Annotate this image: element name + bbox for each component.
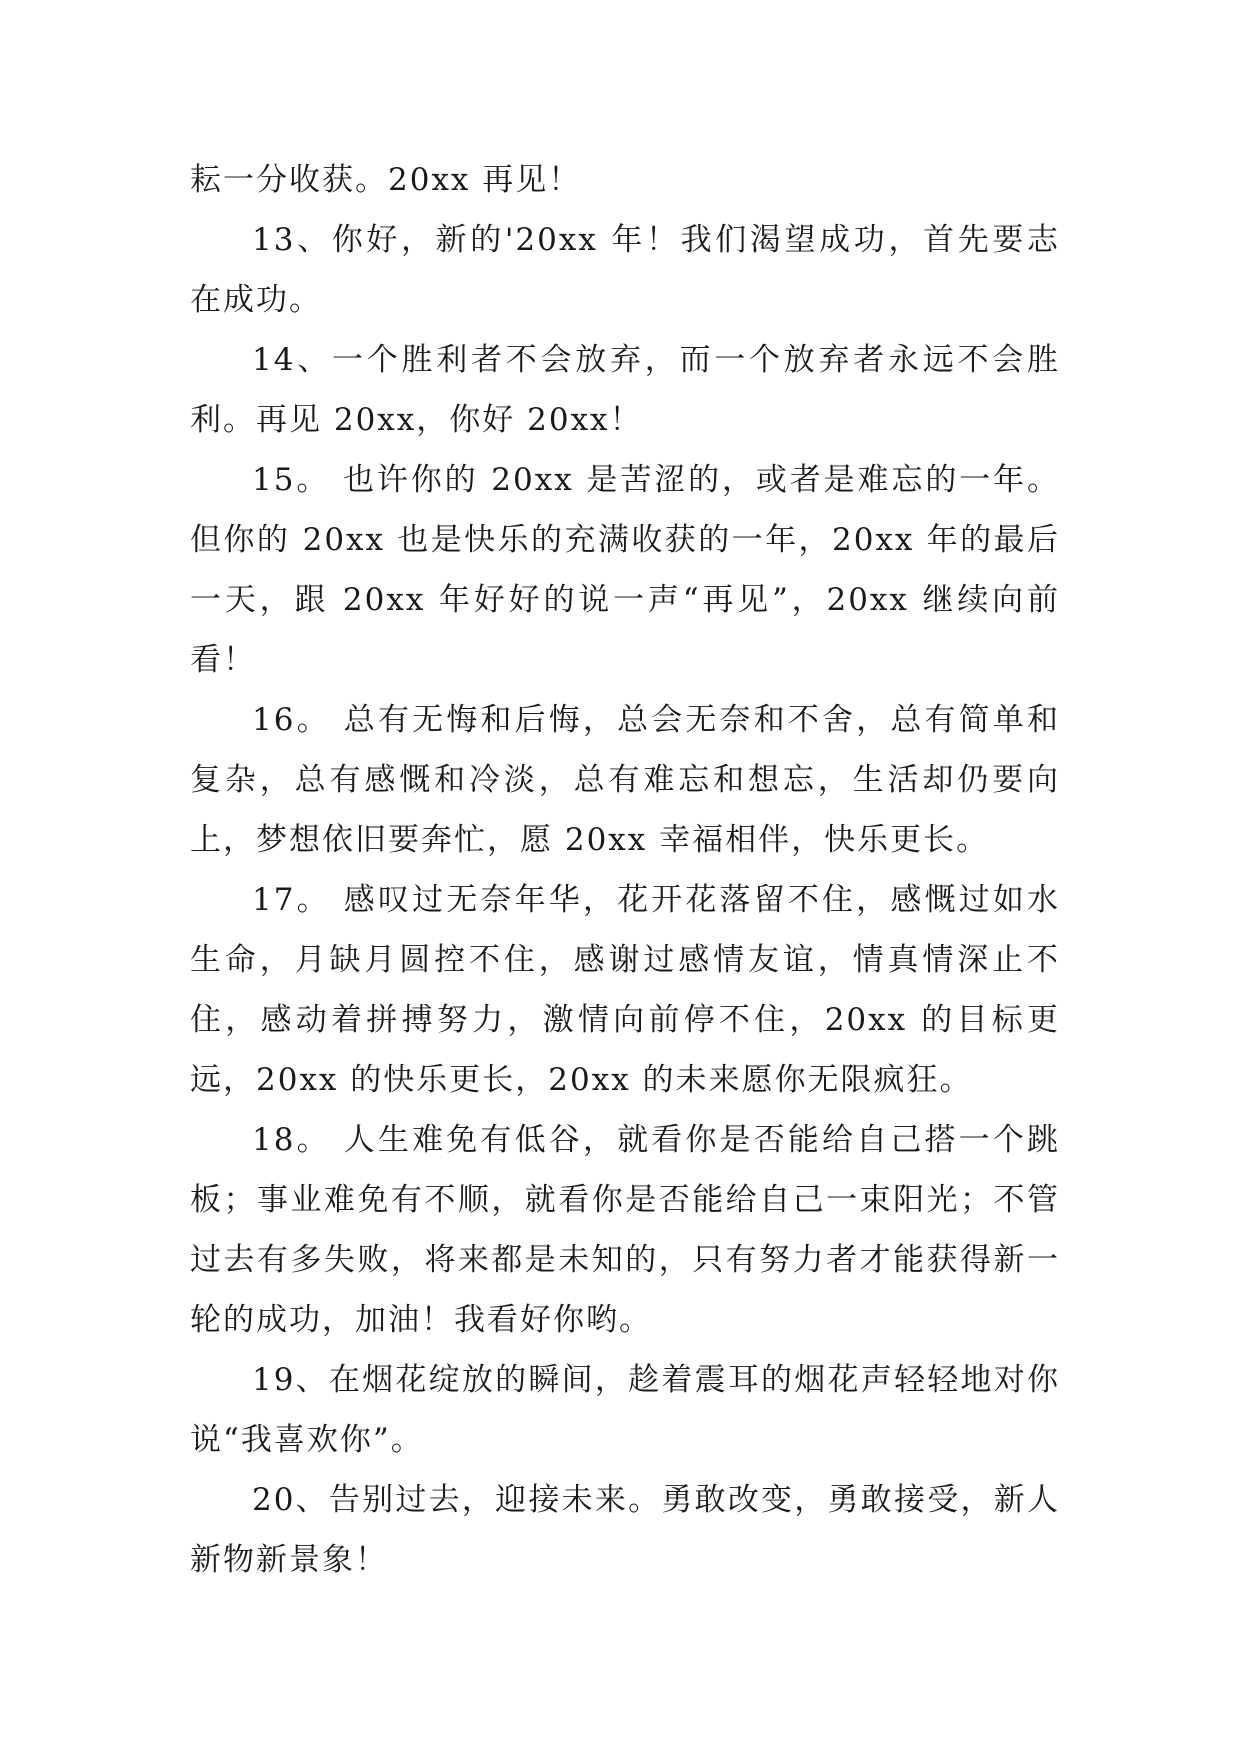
document-body xyxy=(190,150,1060,1590)
paragraph-item-14: 14、一个胜利者不会放弃，而一个放弃者永远不会胜利。再见 20xx，你好 20xx！ xyxy=(190,342,1060,438)
paragraph-item-18: 18。 人生难免有低谷，就看你是否能给自己搭一个跳板；事业难免有不顺，就看你是否能给自己一束阳光；不管过去有多失败，将来都是未知的，只有努力者才能获得新一轮的成功，加油！我看好你哟。 xyxy=(190,1122,1060,1338)
paragraph-item-16: 16。 总有无悔和后悔，总会无奈和不舍，总有简单和复杂，总有感慨和冷淡，总有难忘和想忘，生活却仍要向上，梦想依旧要奔忙，愿 20xx 幸福相伴，快乐更长。 xyxy=(190,702,1060,858)
paragraph-item-17: 17。 感叹过无奈年华，花开花落留不住，感慨过如水生命，月缺月圆控不住，感谢过感情友谊，情真情深止不住，感动着拼搏努力，激情向前停不住，20xx 的目标更远，20xx 的快乐更长，20xx 的未来愿你无限疯狂。 xyxy=(190,882,1060,1098)
paragraph-item-15: 15。 也许你的 20xx 是苦涩的，或者是难忘的一年。但你的 20xx 也是快乐的充满收获的一年，20xx 年的最后一天，跟 20xx 年好好的说一声“再见”，20xx 继续向前看！ xyxy=(190,462,1060,678)
paragraph-item-19: 19、在烟花绽放的瞬间，趁着震耳的烟花声轻轻地对你说“我喜欢你”。 xyxy=(190,1362,1060,1458)
paragraph-item-13: 13、你好，新的'20xx 年！我们渴望成功，首先要志在成功。 xyxy=(190,222,1060,318)
paragraph-item-20: 20、告别过去，迎接未来。勇敢改变，勇敢接受，新人新物新景象！ xyxy=(190,1482,1060,1578)
paragraph-continuation: 耘一分收获。20xx 再见！ xyxy=(190,162,582,198)
